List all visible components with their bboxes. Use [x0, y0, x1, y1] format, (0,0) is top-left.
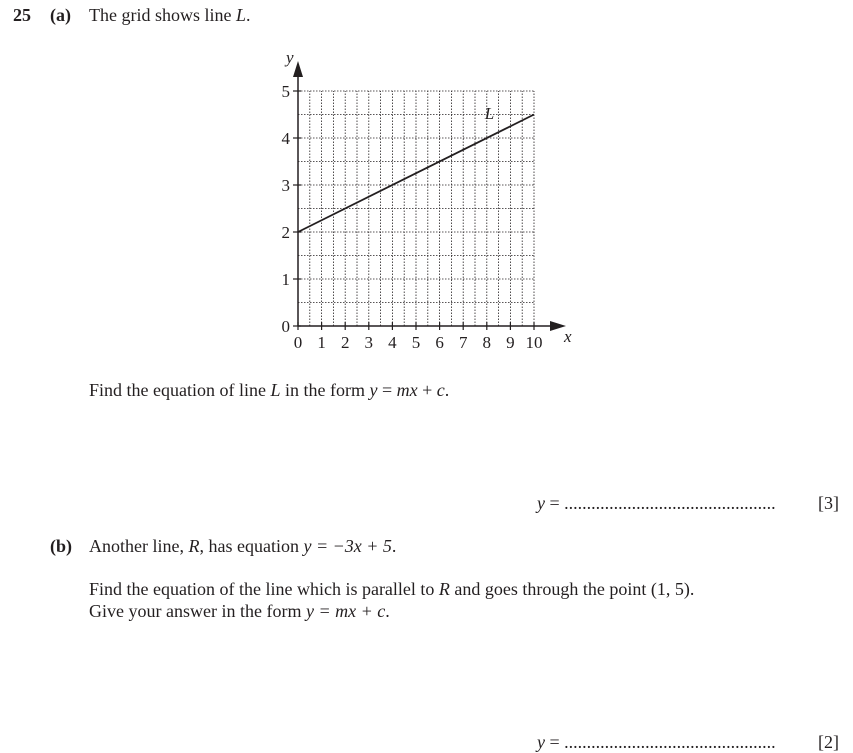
part-a-form-end: . [444, 380, 450, 400]
answer-b-y: y [537, 732, 545, 752]
y-tick-label: 1 [281, 270, 290, 289]
y-axis-label: y [286, 48, 294, 67]
part-a-form-mx: mx [396, 380, 418, 400]
tick-marks [293, 91, 534, 330]
answer-line-a[interactable] [537, 492, 776, 514]
x-tick-label: 3 [364, 333, 374, 352]
axes [293, 61, 566, 331]
answer-b-dots[interactable]: ............................................... [564, 732, 776, 752]
part-b-line3 [89, 600, 390, 622]
x-axis-label: x [564, 327, 572, 346]
part-a-form-c: c [436, 380, 445, 400]
grid-lines [298, 91, 534, 326]
part-a-intro [89, 4, 251, 26]
x-tick-label: 10 [525, 333, 543, 352]
x-tick-label: 8 [482, 333, 492, 352]
answer-a-y: y [537, 493, 545, 513]
x-tick-label: 6 [435, 333, 444, 352]
y-tick-label: 0 [281, 317, 290, 336]
tick-labels [282, 82, 543, 352]
y-axis-arrow-icon [293, 61, 303, 77]
y-tick-label: 5 [281, 82, 290, 101]
part-a-intro-end: . [246, 5, 251, 25]
x-tick-label: 1 [317, 333, 326, 352]
part-a-form-eq: = [377, 380, 397, 400]
part-a-intro-text: The grid shows line [89, 5, 236, 25]
x-tick-label: 4 [388, 333, 397, 352]
y-tick-label: 3 [281, 176, 290, 195]
part-a-find-mid: in the form [280, 380, 370, 400]
question-number: 25 [13, 5, 31, 25]
x-tick-label: 5 [411, 333, 421, 352]
part-b-line1-text: Another line, [89, 536, 189, 556]
part-b-label: (b) [50, 536, 72, 556]
part-a-intro-var: L [235, 5, 246, 25]
y-tick-label: 2 [281, 223, 290, 242]
answer-b-eq: = [545, 732, 560, 752]
line-L-label: L [484, 104, 495, 124]
part-b-line3-form: y = mx + c [305, 601, 386, 621]
part-a-find-var: L [270, 380, 281, 400]
y-tick-label: 4 [281, 129, 290, 148]
part-a-label: (a) [50, 5, 71, 25]
part-b-line2-text: Find the equation of the line which is parallel to [89, 579, 439, 599]
line-graph [268, 46, 578, 356]
part-b-line2 [89, 578, 694, 600]
part-b-line1 [89, 535, 396, 557]
part-a-find-text: Find the equation of line [89, 380, 271, 400]
part-b-line1-mid: , has equation [199, 536, 304, 556]
part-b-line2-var: R [438, 579, 450, 599]
x-tick-label: 0 [293, 333, 303, 352]
part-b-line3-end: . [385, 601, 390, 621]
answer-a-dots[interactable]: ............................................... [564, 493, 776, 513]
part-b-line1-end: . [391, 536, 397, 556]
part-b-line2-end: and goes through the point (1, 5). [449, 579, 695, 599]
part-b-line1-var: R [188, 536, 200, 556]
marks-a: [3] [818, 493, 839, 513]
answer-a-eq: = [545, 493, 560, 513]
x-tick-label: 7 [458, 333, 468, 352]
part-b-line3-text: Give your answer in the form [89, 601, 306, 621]
x-tick-label: 9 [506, 333, 515, 352]
marks-b: [2] [818, 732, 839, 752]
answer-line-b[interactable] [537, 731, 776, 753]
part-a-form-y: y [369, 380, 378, 400]
x-tick-label: 2 [340, 333, 350, 352]
part-a-find-instruction [89, 379, 449, 401]
part-b-line1-eq: y = −3x + 5 [303, 536, 392, 556]
part-a-form-plus: + [417, 380, 437, 400]
